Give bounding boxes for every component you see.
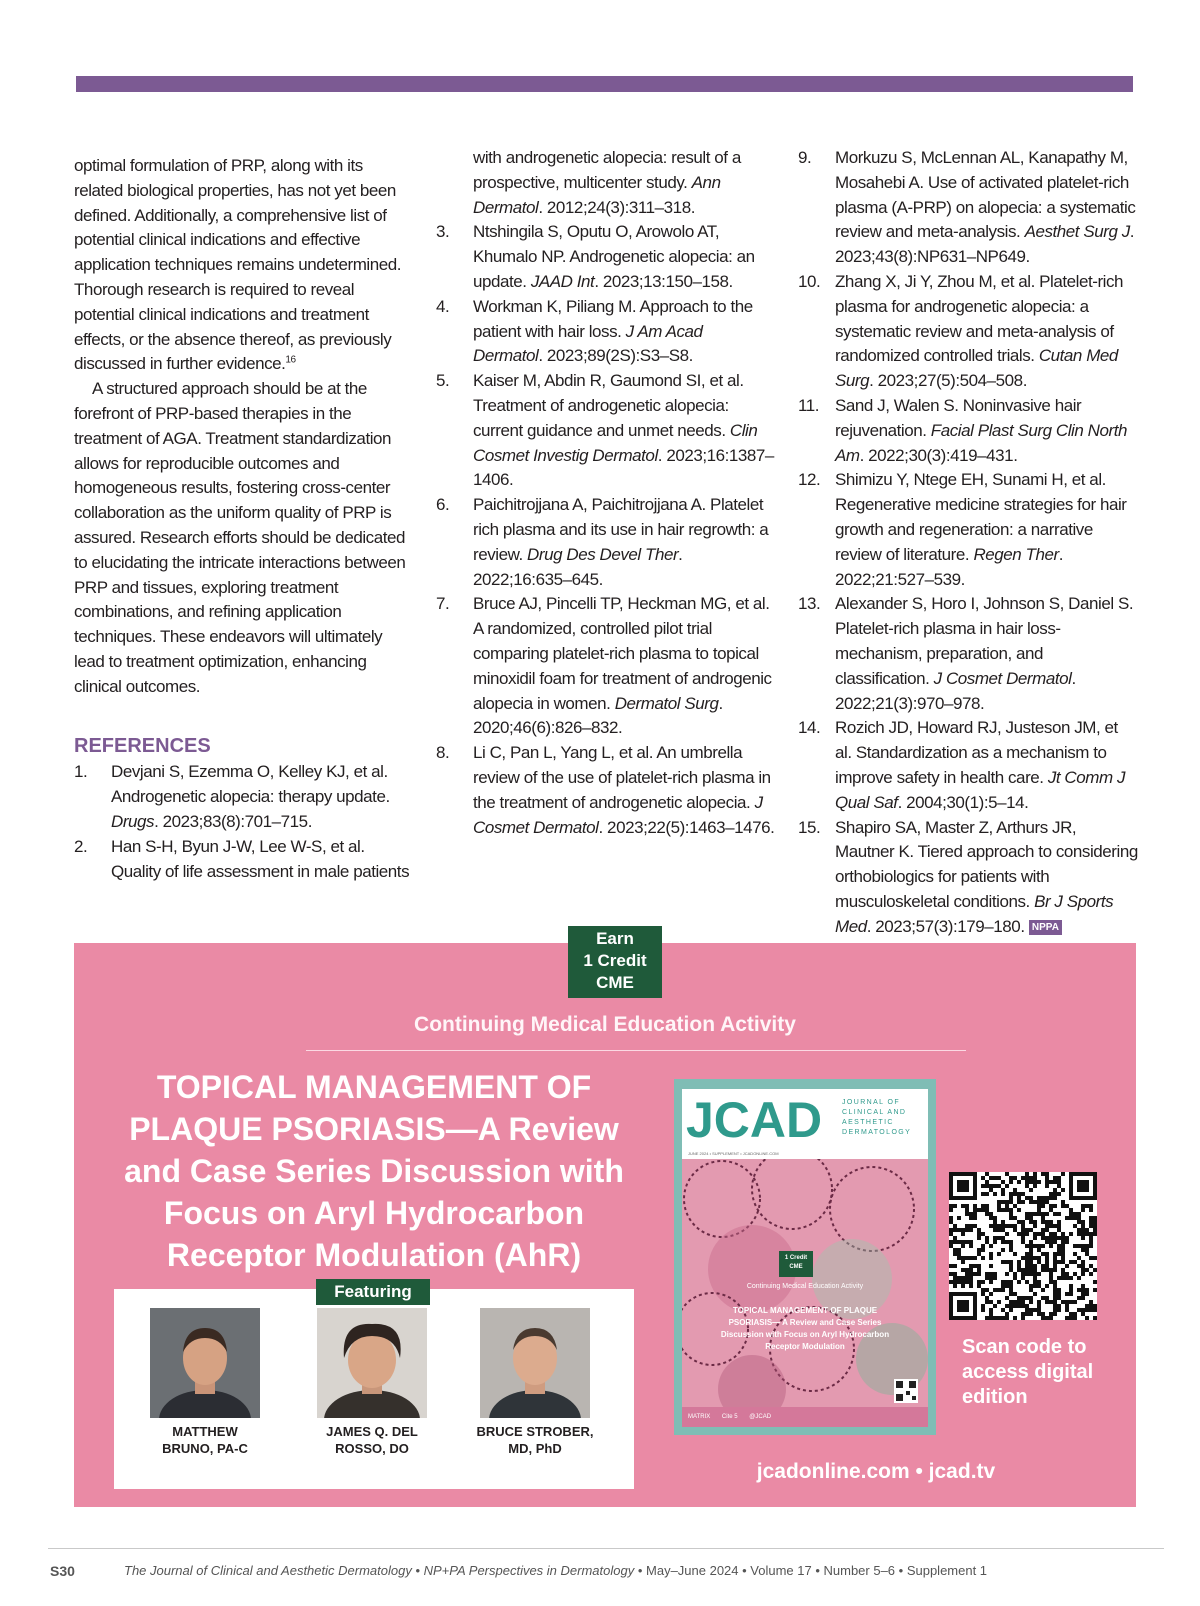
footer-rule xyxy=(48,1548,1164,1549)
reference-item: 6. Paichitrojjana A, Paichitrojjana A. Platelet rich plasma and its use in hair regrowth: a review. Drug Des Devel Ther. 2022;16:635–645. xyxy=(436,495,769,589)
faculty-card xyxy=(309,1308,435,1457)
website-link[interactable]: jcadonline.com • jcad.tv xyxy=(756,1460,996,1483)
reference-number: 6. xyxy=(436,495,450,515)
reference-item: 13. Alexander S, Horo I, Johnson S, Daniel S. Platelet-rich plasma in hair loss-mechanism, preparation, and classification. J Cosmet Dermatol. 2022;21(3):970–978. xyxy=(798,594,1134,713)
featuring-label: Featuring xyxy=(316,1279,430,1305)
avatar xyxy=(150,1308,260,1418)
journal-title: Cutan Med Surg xyxy=(835,346,1118,391)
reference-item: 2023;43(8):NP631–NP649. xyxy=(835,247,1030,267)
faculty-card xyxy=(472,1308,598,1457)
reference-item: 1. Devjani S, Ezemma O, Kelley KJ, et al. Androgenetic alopecia: therapy update. Drugs. 2023;83(8):701–715. xyxy=(74,762,390,831)
reference-number: 13. xyxy=(798,594,821,614)
journal-title: Facial Plast Surg Clin North Am xyxy=(835,420,1127,465)
journal-title: Dermatol Surg xyxy=(614,693,719,713)
reference-number: 2. xyxy=(74,836,88,856)
faculty-card xyxy=(142,1308,268,1457)
cover-qr-icon xyxy=(894,1379,918,1403)
reference-item: with androgenetic alopecia: result of a prospective, multicenter study. Ann Dermatol. 2012;24(3):311–318. xyxy=(473,148,741,217)
reference-number: 5. xyxy=(436,371,450,391)
journal-title: Drug Des Devel Ther xyxy=(527,544,679,564)
faculty-name: BRUCE STROBER, MD, PhD xyxy=(476,1424,594,1456)
reference-item: 2. Han S-H, Byun J-W, Lee W-S, et al. Quality of life assessment in male patients xyxy=(74,836,410,881)
reference-number: 3. xyxy=(436,222,450,242)
reference-number: 14. xyxy=(798,718,821,738)
header-rule xyxy=(76,76,1133,92)
reference-number: 8. xyxy=(436,743,450,763)
journal-title: JAAD Int xyxy=(530,271,595,291)
cover-cme-text: Continuing Medical Education Activity xyxy=(746,1283,864,1290)
cover-credit-badge: 1 Credit CME xyxy=(779,1251,813,1277)
avatar xyxy=(317,1308,427,1418)
reference-item: 7. Bruce AJ, Pincelli TP, Heckman MG, et al. A randomized, controlled pilot trial comparing platelet-rich plasma to topical minoxidil foam for treatment of androgenic alopecia in women. Dermatol Surg. 2020;46(6):826–832. xyxy=(436,594,772,738)
reference-number: 4. xyxy=(436,296,450,316)
journal-title: Regen Ther xyxy=(973,544,1059,564)
divider xyxy=(306,1050,966,1051)
reference-item: 10. Zhang X, Ji Y, Zhou M, et al. Platelet-rich plasma for androgenetic alopecia: a systematic review and meta-analysis of randomized controlled trials. Cutan Med Surg. 2023;27(5):504–508. xyxy=(798,271,1124,391)
reference-number: 10. xyxy=(798,271,821,291)
journal-title: Ann Dermatol xyxy=(473,172,721,217)
cover-title: TOPICAL MANAGEMENT OF PLAQUE PSORIASIS— A Review and Case Series Discussion with Focus on Aryl Hydrocarbon Receptor Modulation xyxy=(720,1306,890,1351)
reference-number: 9. xyxy=(798,148,812,167)
reference-item: 11. Sand J, Walen S. Noninvasive hair rejuvenation. Facial Plast Surg Clin North Am. 2022;30(3):419–431. xyxy=(798,395,1127,465)
reference-item: 8. Li C, Pan L, Yang L, et al. An umbrella review of the use of platelet-rich plasma in the treatment of androgenetic alopecia. J Cosmet Dermatol. 2023;22(5):1463–1476. xyxy=(436,743,775,837)
journal-title: Br J Sports Med xyxy=(835,891,1114,936)
reference-item: 9. Morkuzu S, McLennan AL, Kanapathy M, Mosahebi A. Use of activated platelet-rich plasma (A-PRP) on alopecia: a systematic review and meta-analysis. Aesthet Surg J. xyxy=(798,148,1136,242)
reference-item: 12. Shimizu Y, Ntege EH, Sunami H, et al. Regenerative medicine strategies for hair growth and regeneration: a narrative review of literature. Regen Ther. 2022;21:527–539. xyxy=(798,470,1127,589)
reference-item: 14. Rozich JD, Howard RJ, Justeson JM, et al. Standardization as a mechanism to improve safety in health care. Jt Comm J Qual Saf. 2004;30(1):5–14. xyxy=(798,718,1126,812)
column-1 xyxy=(74,154,414,884)
running-footer: The Journal of Clinical and Aesthetic Dermatology • NP+PA Perspectives in Dermatology • May–June 2024 • Volume 17 • Number 5–6 • Supplement 1 xyxy=(124,1563,988,1578)
cme-subtitle: Continuing Medical Education Activity xyxy=(414,1013,796,1036)
body-paragraph-2: A structured approach should be at the forefront of PRP-based therapies in the treatment of AGA. Treatment standardization allows for reproducible outcomes and homogeneous results, fostering cross-center collaboration as the uniform quality of PRP is assured. Research efforts should be dedicated to elucidating the intricate interactions between PRP and tissues, exploring treatment combinations, and refining application techniques. These endeavors will ultimately lead to treatment optimization, enhancing clinical outcomes. xyxy=(74,379,406,696)
cover-footer: MATRIX Cite 5 @JCAD xyxy=(682,1407,928,1427)
journal-title: Clin Cosmet Investig Dermatol xyxy=(473,420,758,465)
reference-item: 15. Shapiro SA, Master Z, Arthurs JR, Mautner K. Tiered approach to considering orthobiologics for patients with musculoskeletal conditions. Br J Sports Med. 2023;57(3):179–180. NPPA xyxy=(798,817,1138,936)
reference-number: 7. xyxy=(436,594,450,614)
references-heading: REFERENCES xyxy=(74,734,211,757)
journal-title: Jt Comm J Qual Saf xyxy=(835,767,1126,812)
journal-title: Drugs xyxy=(111,811,155,831)
qr-code-icon[interactable] xyxy=(949,1172,1097,1320)
ad-title: TOPICAL MANAGEMENT OF PLAQUE PSORIASIS—A Review and Case Series Discussion with Focus on Aryl Hydrocarbon Receptor Modulation (AhR) xyxy=(124,1069,624,1273)
nppa-badge: NPPA xyxy=(1029,920,1062,935)
journal-title: J Cosmet Dermatol xyxy=(933,668,1072,688)
journal-title: Aesthet Surg J xyxy=(1024,222,1130,242)
citation-superscript: 16 xyxy=(285,354,296,366)
reference-number: 1. xyxy=(74,762,88,782)
cover-journal-name: JOURNAL OF CLINICAL AND AESTHETIC DERMATOLOGY xyxy=(842,1099,912,1136)
reference-item: 5. Kaiser M, Abdin R, Gaumond SI, et al. Treatment of androgenetic alopecia: current guidance and unmet needs. Clin Cosmet Investig Dermatol. 2023;16:1387–1406. xyxy=(436,371,774,490)
page-number: S30 xyxy=(50,1563,75,1579)
avatar xyxy=(480,1308,590,1418)
earn-credit-badge: Earn 1 Credit CME xyxy=(568,926,662,998)
journal-cover-image xyxy=(674,1079,936,1435)
reference-item: 3. Ntshingila S, Oputu O, Arowolo AT, Khumalo NP. Androgenetic alopecia: an update. JAAD Int. 2023;13:150–158. xyxy=(436,222,755,291)
reference-number: 15. xyxy=(798,817,821,837)
column-2 xyxy=(436,146,776,840)
cover-logo: JCAD xyxy=(686,1092,823,1148)
faculty-name: JAMES Q. DEL ROSSO, DO xyxy=(326,1424,418,1456)
journal-title: J Am Acad Dermatol xyxy=(473,321,703,366)
reference-number: 12. xyxy=(798,470,821,490)
scan-instructions: Scan code to access digital edition xyxy=(962,1336,1094,1408)
reference-item: 4. Workman K, Piliang M. Approach to the patient with hair loss. J Am Acad Dermatol. 2023;89(2S):S3–S8. xyxy=(436,296,753,366)
body-paragraph-1: optimal formulation of PRP, along with its related biological properties, has not yet been defined. Additionally, a comprehensive list of potential clinical indications and effective application techniques remains undetermined. Thorough research is required to reveal potential clinical indications and treatment effects, or the absence thereof, as previously discussed in further evidence.$^{16}$ xyxy=(74,156,402,374)
cover-issue-line: JUNE 2024 • SUPPLEMENT • JCADONLINE.COM xyxy=(688,1151,779,1156)
faculty-name: MATTHEW BRUNO, PA-C xyxy=(162,1424,248,1456)
column-3 xyxy=(798,146,1138,940)
reference-number: 11. xyxy=(798,395,820,415)
journal-title: J Cosmet Dermatol xyxy=(473,792,763,837)
